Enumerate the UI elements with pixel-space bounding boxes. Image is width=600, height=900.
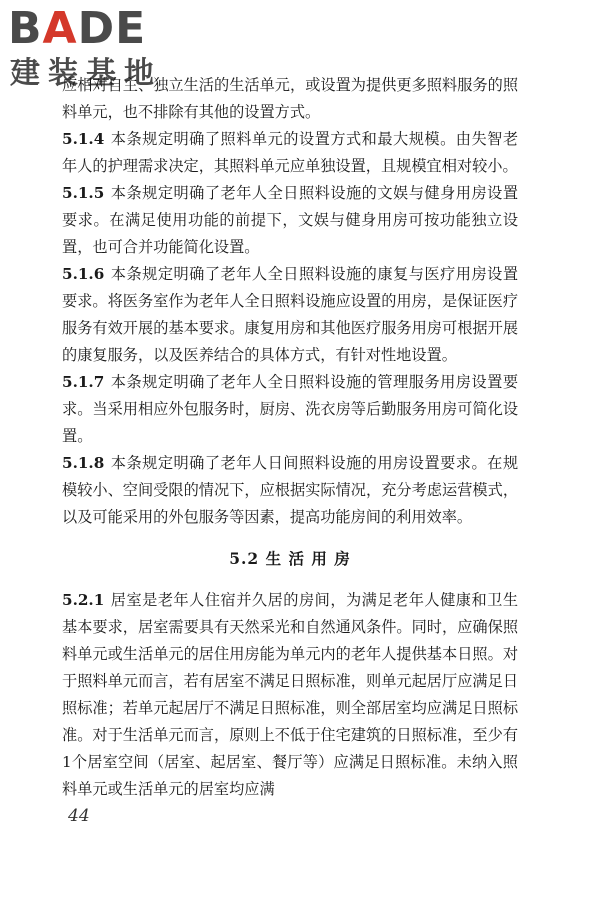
paragraph-continuation: 应相对自主、独立生活的生活单元，或设置为提供更多照料服务的照料单元，也不排除有其他的设置方式。 bbox=[62, 76, 518, 121]
section-heading: 5.2 生 活 用 房 bbox=[229, 549, 351, 568]
page-number: 44 bbox=[68, 806, 90, 826]
document-body bbox=[62, 72, 518, 803]
clause-5-1-5 bbox=[62, 180, 518, 261]
clause-5-1-8 bbox=[62, 450, 518, 531]
clause-number: 5.1.8 bbox=[62, 454, 105, 472]
clause-number: 5.1.5 bbox=[62, 184, 105, 202]
clause-5-1-6 bbox=[62, 261, 518, 369]
clause-number: 5.1.4 bbox=[62, 130, 105, 148]
clause-text: 本条规定明确了照料单元的设置方式和最大规模。由失智老年人的护理需求决定，其照料单元应单独设置，且规模宜相对较小。 bbox=[62, 130, 518, 175]
clause-number: 5.1.7 bbox=[62, 373, 105, 391]
logo-wordmark: BADE bbox=[8, 3, 147, 54]
clause-text: 本条规定明确了老年人全日照料设施的康复与医疗用房设置要求。将医务室作为老年人全日照料设施应设置的用房，是保证医疗服务有效开展的基本要求。康复用房和其他医疗服务用房可根据开展的康复服务，以及医养结合的具体方式，有针对性地设置。 bbox=[62, 265, 518, 364]
clause-text: 本条规定明确了老年人全日照料设施的管理服务用房设置要求。当采用相应外包服务时，厨房、洗衣房等后勤服务用房可简化设置。 bbox=[62, 373, 518, 445]
clause-text: 本条规定明确了老年人日间照料设施的用房设置要求。在规模较小、空间受限的情况下，应根据实际情况，充分考虑运营模式，以及可能采用的外包服务等因素，提高功能房间的利用效率。 bbox=[62, 454, 518, 526]
clause-text: 本条规定明确了老年人全日照料设施的文娱与健身用房设置要求。在满足使用功能的前提下，文娱与健身用房可按功能独立设置，也可合并功能简化设置。 bbox=[62, 184, 518, 256]
clause-5-1-7 bbox=[62, 369, 518, 450]
clause-number: 5.1.6 bbox=[62, 265, 105, 283]
clause-5-2-1 bbox=[62, 587, 518, 803]
logo-chinese-text: 建装基地 bbox=[10, 56, 162, 91]
clause-5-1-4 bbox=[62, 126, 518, 180]
clause-text: 居室是老年人住宿并久居的房间，为满足老年人健康和卫生基本要求，居室需要具有天然采光和自然通风条件。同时，应确保照料单元或生活单元的居住用房能为单元内的老年人提供基本日照。对于照料单元而言，若有居室不满足日照标准，则单元起居厅应满足日照标准；若单元起居厅不满足日照标准，则全部居室均应满足日照标准。对于生活单元而言，原则上不低于住宅建筑的日照标准，至少有1个居室空间（居室、起居室、餐厅等）应满足日照标准。未纳入照料单元或生活单元的居室均应满 bbox=[62, 591, 518, 798]
clause-number: 5.2.1 bbox=[62, 591, 105, 609]
